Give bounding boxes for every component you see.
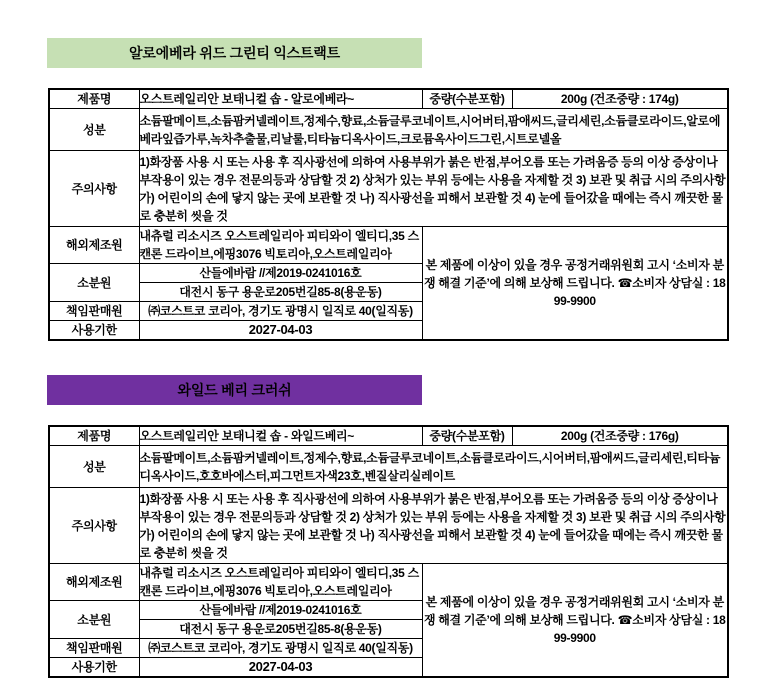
expiry-value: 2027-04-03 [139,321,422,341]
product-spec-table-aloe [48,88,729,341]
weight-label: 중량(수분포함) [422,89,512,109]
manufacturer-label: 해외제조원 [49,227,139,264]
weight-value: 200g (건조중량 : 174g) [512,89,728,109]
seller-label: 책임판매원 [49,302,139,321]
ingredients-value: 소듐팔메이트,소듐팜커넬레이트,정제수,향료,소듐글루코네이트,시어버터,팜애씨드,글리세린,소듐클로라이드,알로에베라잎즙가루,녹차추출물,리날룰,티타늄디옥사이드,크로뮴옥사이드그린,시트로넬올 [139,109,728,151]
seller-value: ㈜코스트코 코리아, 경기도 광명시 일직로 40(일직동) [139,302,422,321]
ingredients-label: 성분 [49,109,139,151]
manufacturer-value: 내츄럴 리소시즈 오스트레일리아 피티와이 엘티디,35 스캔론 드라이브,에핑3076 빅토리아,오스트레일리아 [139,564,422,601]
ingredients-value: 소듐팔메이트,소듐팜커넬레이트,정제수,향료,소듐글루코네이트,소듐클로라이드,시어버터,팜애씨드,글리세린,티타늄디옥사이드,호호바에스터,피그먼트자색23호,벤질살리실레이트 [139,446,728,488]
weight-value: 200g (건조중량 : 176g) [512,426,728,446]
manufacturer-value: 내츄럴 리소시즈 오스트레일리아 피티와이 엘티디,35 스캔론 드라이브,에핑3076 빅토리아,오스트레일리아 [139,227,422,264]
repacker-address: 대전시 동구 용운로205번길85-8(용운동) [139,283,422,302]
product-title-bar-wildberry: 와일드 베리 크러쉬 [47,375,422,405]
caution-value: 1)화장품 사용 시 또는 사용 후 직사광선에 의하여 사용부위가 붉은 반점,부어오름 또는 가려움증 등의 이상 증상이나 부작용이 있는 경우 전문의등과 상담할 것 2) 상처가 있는 부위 등에는 사용을 자제할 것 3) 보관 및 취급 시의 주의사항 가) 어린이의 손에 닿지 않는 곳에 보관할 것 나) 직사광선을 피해서 보관할 것 4) 눈에 들어갔을 때에는 즉시 깨끗한 물로 충분히 씻을 것 [139,151,728,227]
product-title-bar-aloe: 알로에베라 위드 그린티 익스트랙트 [47,38,422,68]
product-name-value: 오스트레일리안 보태니컬 솝 - 알로에베라~ [139,89,422,109]
consumer-notice: 본 제품에 이상이 있을 경우 공정거래위원회 고시 ‘소비자 분쟁 해결 기준’에 의해 보상해 드립니다. ☎소비자 상담실 : 1899-9900 [422,227,728,341]
repacker-label: 소분원 [49,264,139,302]
repacker-label: 소분원 [49,601,139,639]
manufacturer-label: 해외제조원 [49,564,139,601]
consumer-notice: 본 제품에 이상이 있을 경우 공정거래위원회 고시 ‘소비자 분쟁 해결 기준’에 의해 보상해 드립니다. ☎소비자 상담실 : 1899-9900 [422,564,728,678]
product-name-value: 오스트레일리안 보태니컬 솝 - 와일드베리~ [139,426,422,446]
repacker-address: 대전시 동구 용운로205번길85-8(용운동) [139,620,422,639]
seller-value: ㈜코스트코 코리아, 경기도 광명시 일직로 40(일직동) [139,639,422,658]
product-name-label: 제품명 [49,426,139,446]
expiry-label: 사용기한 [49,658,139,678]
caution-label: 주의사항 [49,151,139,227]
caution-label: 주의사항 [49,488,139,564]
repacker-registration: 산들에바람 //제2019-0241016호 [139,601,422,620]
seller-label: 책임판매원 [49,639,139,658]
repacker-registration: 산들에바람 //제2019-0241016호 [139,264,422,283]
weight-label: 중량(수분포함) [422,426,512,446]
expiry-value: 2027-04-03 [139,658,422,678]
product-name-label: 제품명 [49,89,139,109]
product-spec-table-wildberry [48,425,729,678]
caution-value: 1)화장품 사용 시 또는 사용 후 직사광선에 의하여 사용부위가 붉은 반점,부어오름 또는 가려움증 등의 이상 증상이나 부작용이 있는 경우 전문의등과 상담할 것 2) 상처가 있는 부위 등에는 사용을 자제할 것 3) 보관 및 취급 시의 주의사항 가) 어린이의 손에 닿지 않는 곳에 보관할 것 나) 직사광선을 피해서 보관할 것 4) 눈에 들어갔을 때에는 즉시 깨끗한 물로 충분히 씻을 것 [139,488,728,564]
expiry-label: 사용기한 [49,321,139,341]
ingredients-label: 성분 [49,446,139,488]
